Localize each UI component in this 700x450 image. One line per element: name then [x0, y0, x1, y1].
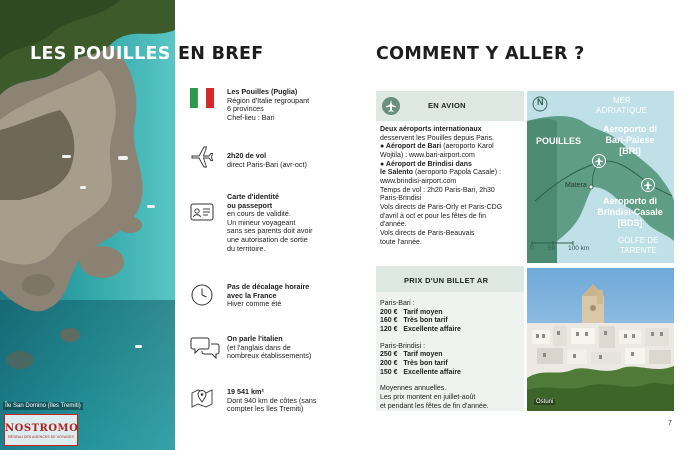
italian-flag-icon — [190, 88, 214, 112]
fact-language — [227, 335, 337, 361]
fact-documents-line: une autorisation de sortie — [227, 234, 308, 244]
prix-body — [380, 300, 525, 411]
logo-brand: NOSTROMO — [5, 423, 79, 434]
fact-documents-line: sans ses parents doit avoir — [227, 226, 313, 236]
avion-brindisi-bold-1: ● Aéroport de Brindisi dans — [380, 160, 472, 168]
aerial-coast-photo — [0, 0, 175, 450]
avion-line: Paris-Brindisi — [380, 195, 422, 203]
fact-timezone-line: Hiver comme été — [227, 299, 282, 309]
fact-documents-line: en cours de validité. — [227, 209, 291, 219]
brindisi-airport-code: [BDS] — [617, 218, 643, 228]
prix-note: Moyennes annuelles. — [380, 385, 447, 393]
prix-title: PRIX D'UN BILLET AR — [404, 276, 489, 285]
brindisi-airport-line: Brindisi-Casale — [597, 207, 663, 217]
fact-area-line: Dont 940 km de côtes (sans — [227, 395, 317, 405]
en-avion-title: EN AVION — [428, 101, 466, 110]
avion-line: Temps de vol : 2h20 Paris-Bari, 2h30 — [380, 186, 495, 194]
map-pin-icon — [190, 385, 214, 409]
avion-line: d'avril à oct et pour les fêtes de fin — [380, 212, 487, 220]
avion-line: toute l'année. — [380, 238, 422, 246]
prix-bari-row: 120 € Excellente affaire — [380, 325, 461, 333]
fact-timezone — [227, 283, 337, 309]
avion-bari-bold: ● Aéroport de Bari — [380, 143, 442, 151]
ostuni-town-photo — [527, 268, 674, 411]
avion-line: d'année. — [380, 221, 407, 229]
avion-intro-rest: desservent les Pouilles depuis Paris. — [380, 134, 495, 142]
fact-area — [227, 388, 342, 414]
fact-region-title: Les Pouilles (Puglia) — [227, 87, 298, 96]
fact-documents-title2: ou passeport — [227, 200, 273, 210]
scale-label-100: 100 km — [568, 245, 590, 252]
header-comment-y-aller: COMMENT Y ALLER ? — [376, 44, 585, 64]
avion-intro-bold: Deux aéroports internationaux — [380, 126, 482, 133]
fact-timezone-title: Pas de décalage horaire — [227, 282, 310, 291]
speech-bubbles-icon — [190, 336, 220, 360]
fact-flight — [227, 152, 337, 169]
bari-airport-line: Aeroporto di — [603, 124, 657, 134]
sea-north-line1: MER — [613, 96, 631, 105]
fact-area-line: compter les îles Tremiti) — [227, 404, 304, 414]
spacer — [380, 335, 525, 343]
fact-flight-title: 2h20 de vol — [227, 151, 267, 160]
avion-line: www.brindisi-airport.com — [380, 177, 457, 185]
clock-icon — [190, 283, 214, 307]
prix-brindisi-row: 200 € Très bon tarif — [380, 359, 448, 367]
prix-brindisi-row: 250 € Tarif moyen — [380, 351, 443, 359]
prix-note: Les prix montent en juillet-août — [380, 393, 476, 401]
nostromo-logo — [4, 414, 78, 446]
fact-region-line: Chef-lieu : Bari — [227, 112, 275, 122]
fact-documents — [227, 193, 337, 253]
avion-line: Vols directs de Paris-Orly et Paris-CDG — [380, 203, 503, 211]
prix-note: et pendant les fêtes de fin d'année. — [380, 402, 489, 410]
airplane-icon — [190, 145, 214, 169]
prix-bari-row: 200 € Tarif moyen — [380, 308, 443, 316]
header-les-pouilles: LES POUILLES — [30, 44, 171, 64]
prix-brindisi-label: Paris-Brindisi : — [380, 342, 426, 350]
avion-bari-rest: (aeroporto Karol — [443, 143, 494, 151]
map-city-matera: Matera — [565, 182, 587, 189]
avion-line: Vols directs de Paris-Beauvais — [380, 229, 475, 237]
photo-caption: Île San Domino (îles Tremiti) — [5, 403, 81, 409]
en-avion-body — [380, 126, 525, 247]
map-airport-brindisi — [585, 196, 675, 229]
gulf-line: TARENTE — [619, 246, 657, 255]
header-en-bref: EN BREF — [178, 44, 264, 64]
fact-documents-line: Un mineur voyageant — [227, 217, 296, 227]
fact-language-line: nombreux établissements) — [227, 351, 312, 361]
avion-bari-line — [380, 143, 525, 152]
map-sea-north — [613, 96, 631, 106]
sea-north-line2: ADRIATIQUE — [596, 106, 648, 115]
map-gulf-label — [618, 236, 658, 256]
fact-region — [227, 88, 337, 122]
fact-region-line: 6 provinces — [227, 104, 264, 114]
fact-region-line: Région d'Italie regroupant — [227, 95, 310, 105]
fact-language-line: (et l'anglais dans de — [227, 342, 291, 352]
page-number: 7 — [668, 420, 672, 427]
compass-letter: N — [537, 97, 544, 107]
prix-brindisi-row: 150 € Excellente affaire — [380, 368, 461, 376]
fact-area-title: 19 541 km² — [227, 387, 264, 396]
fact-documents-title: Carte d'identité — [227, 192, 280, 201]
fact-timezone-title2: avec la France — [227, 290, 277, 300]
id-card-icon — [190, 203, 214, 227]
scale-label-0: 0 — [530, 245, 534, 252]
fact-documents-line: du territoire. — [227, 243, 266, 253]
avion-brindisi-line — [380, 169, 525, 178]
fact-flight-line: direct Paris-Bari (avr-oct) — [227, 159, 307, 169]
town-caption: Ostuni — [536, 399, 554, 405]
avion-bari-line2: Wojtila) : www.bari-airport.com — [380, 151, 475, 159]
map-region-label: POUILLES — [536, 136, 582, 146]
bari-airport-code: [BRI] — [619, 146, 641, 156]
fact-language-title: On parle l'italien — [227, 334, 283, 343]
brindisi-airport-line: Aeroporto di — [603, 196, 657, 206]
spacer — [380, 377, 525, 385]
logo-tagline: RÉSEAU DES AGENCES DE VOYAGES — [8, 435, 74, 439]
avion-brindisi-bold-2: le Salento — [380, 169, 414, 177]
prix-bari-row: 160 € Très bon tarif — [380, 317, 448, 325]
bari-airport-line: Bari-Palese — [605, 135, 655, 145]
map-airport-bari — [590, 124, 670, 157]
scale-label-50: 50 — [548, 245, 556, 252]
prix-bari-label: Paris-Bari : — [380, 300, 415, 307]
plane-badge-icon — [382, 97, 400, 115]
gulf-line: GOLFE DE — [618, 236, 659, 245]
avion-brindisi-rest: (aeroporto Papola Casale) : — [415, 169, 502, 177]
